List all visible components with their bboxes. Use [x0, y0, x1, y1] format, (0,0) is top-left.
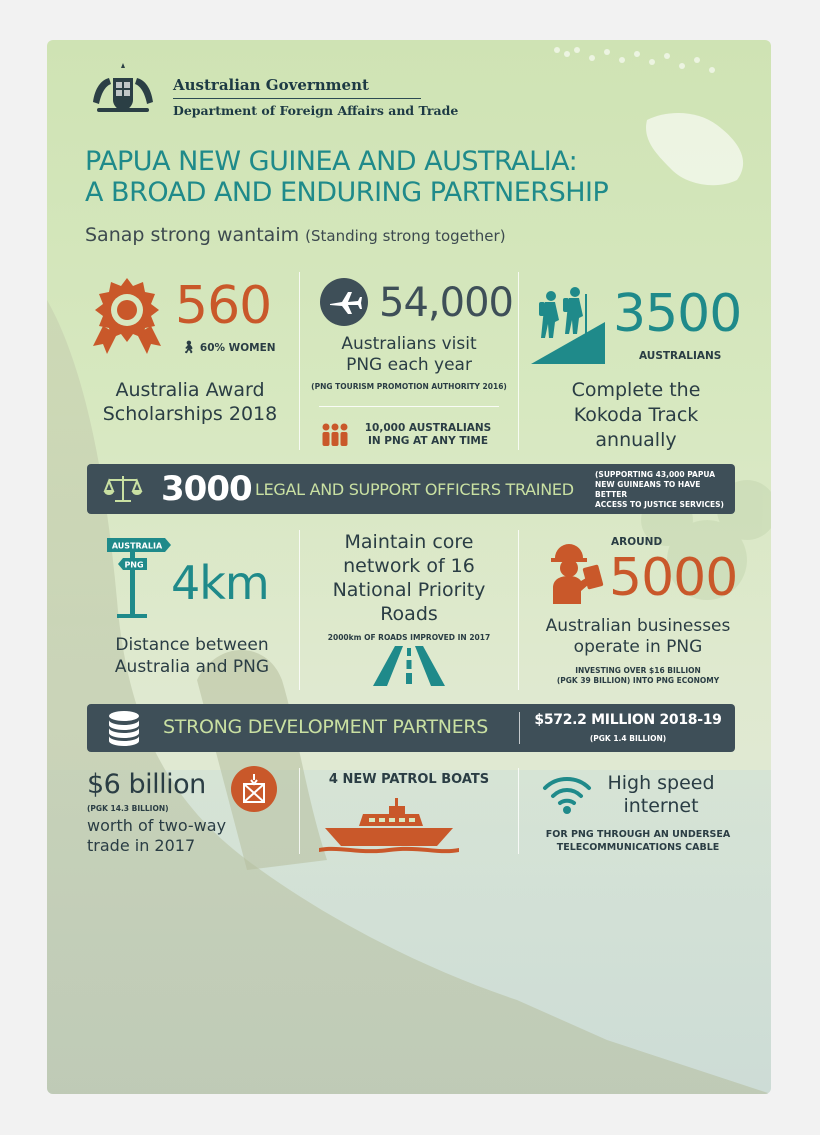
internet-label-1: High speed [607, 772, 715, 794]
roads-label-2: network of 16 [343, 555, 475, 577]
patrol-boat-icon [319, 796, 459, 854]
gov-line-2: Department of Foreign Affairs and Trade [173, 103, 459, 118]
australians-in-png-note [353, 422, 503, 448]
development-amount-note: (PGK 1.4 BILLION) [589, 734, 667, 743]
internet-note-2: TELECOMMUNICATIONS CABLE [556, 842, 720, 853]
business-label-1: Australian businesses [545, 616, 731, 636]
business-number: 5000 [609, 548, 738, 608]
internet-note [525, 828, 751, 854]
roads-label [305, 530, 513, 626]
scholarship-label [87, 378, 293, 426]
business-note [525, 666, 751, 686]
kokoda-number: 3500 [613, 284, 742, 344]
people-group-icon [321, 422, 349, 448]
distance-number: 4km [171, 556, 269, 610]
business-label [525, 616, 751, 658]
gov-line-1: Australian Government [173, 76, 369, 94]
subtitle [85, 224, 506, 246]
subtitle-paren: (Standing strong together) [305, 227, 506, 245]
distance-label-2: Australia and PNG [114, 657, 270, 677]
business-note-1: INVESTING OVER $16 BILLION [575, 666, 701, 675]
visitors-source: (PNG TOURISM PROMOTION AUTHORITY 2016) [311, 382, 507, 391]
visitors-label-1: Australians visit [341, 334, 477, 354]
visitors-label [305, 334, 513, 376]
divider-row1-a [299, 272, 300, 450]
roads-label-4: Roads [380, 603, 438, 625]
airplane-icon [320, 278, 368, 326]
title-line-2: A BROAD AND ENDURING PARTNERSHIP [85, 177, 609, 208]
sign-png-text: PNG [124, 560, 144, 570]
internet-label [599, 772, 723, 818]
award-medal-icon [89, 276, 165, 358]
legal-note [595, 470, 731, 510]
scholarship-label-1: Australia Award [115, 379, 265, 401]
in-png-line-1: 10,000 AUSTRALIANS [364, 422, 492, 434]
internet-label-2: internet [623, 795, 699, 817]
in-png-line-2: IN PNG AT ANY TIME [367, 435, 489, 447]
coin-stack-icon [107, 710, 141, 746]
sign-australia-text: AUSTRALIA [111, 541, 163, 551]
signpost-icon [103, 534, 173, 620]
kokoda-unit: AUSTRALIANS [639, 350, 722, 362]
road-icon [369, 646, 449, 686]
business-note-2: (PGK 39 BILLION) INTO PNG ECONOMY [556, 676, 720, 685]
divider-row3-b [518, 768, 519, 854]
kokoda-label-2: Kokoda Track [573, 404, 699, 426]
subtitle-main: Sanap strong wantaim [85, 224, 300, 246]
scholarship-label-2: Scholarships 2018 [102, 403, 278, 425]
roads-label-3: National Priority [332, 579, 486, 601]
kokoda-label-1: Complete the [571, 379, 701, 401]
legal-note-2: NEW GUINEANS TO HAVE BETTER [595, 480, 701, 499]
roads-note: 2000km OF ROADS IMPROVED IN 2017 [327, 633, 491, 642]
trade-number: $6 billion [87, 769, 206, 800]
divider-row2-a [299, 530, 300, 690]
shipping-container-icon [231, 766, 277, 812]
roads-label-1: Maintain core [344, 531, 474, 553]
kokoda-label [531, 378, 741, 453]
development-text: STRONG DEVELOPMENT PARTNERS [163, 716, 489, 738]
page-title [85, 146, 725, 208]
business-label-2: operate in PNG [573, 637, 703, 657]
divider-row1-b [518, 272, 519, 450]
business-prefix: AROUND [611, 536, 663, 548]
government-header [173, 76, 458, 118]
kokoda-label-3: annually [595, 429, 677, 451]
hikers-icon [531, 286, 605, 364]
trade-note: (PGK 14.3 BILLION) [87, 804, 169, 813]
legal-note-3: ACCESS TO JUSTICE SERVICES) [595, 500, 724, 509]
visitors-label-2: PNG each year [346, 355, 472, 375]
wifi-icon [541, 772, 593, 816]
gov-divider [173, 98, 421, 99]
scholarship-women-note [181, 340, 276, 354]
distance-label-1: Distance between [115, 635, 269, 655]
person-icon: 🚶︎ [181, 340, 197, 354]
divider-row3-a [299, 768, 300, 854]
infographic-card [47, 40, 771, 1094]
development-divider [519, 712, 520, 744]
visitors-divider [319, 406, 499, 407]
internet-note-1: FOR PNG THROUGH AN UNDERSEA [545, 829, 731, 840]
boats-label: 4 NEW PATROL BOATS [328, 772, 490, 787]
legal-number: 3000 [161, 469, 252, 509]
scales-of-justice-icon [103, 473, 143, 505]
divider-row2-b [518, 530, 519, 690]
scholarship-number: 560 [175, 276, 272, 336]
worker-icon [545, 540, 605, 604]
development-amount: $572.2 MILLION 2018-19 [534, 712, 722, 728]
legal-note-1: (SUPPORTING 43,000 PAPUA [595, 470, 716, 479]
women-note-text: 60% WOMEN [199, 342, 276, 354]
legal-text: LEGAL AND SUPPORT OFFICERS TRAINED [255, 480, 574, 499]
coat-of-arms-logo [83, 62, 163, 122]
trade-label-2: trade in 2017 [87, 836, 196, 855]
visitors-number: 54,000 [379, 280, 513, 326]
distance-label [87, 634, 297, 678]
title-line-1: PAPUA NEW GUINEA AND AUSTRALIA: [85, 146, 578, 177]
trade-label [87, 816, 226, 856]
trade-label-1: worth of two-way [87, 816, 227, 835]
